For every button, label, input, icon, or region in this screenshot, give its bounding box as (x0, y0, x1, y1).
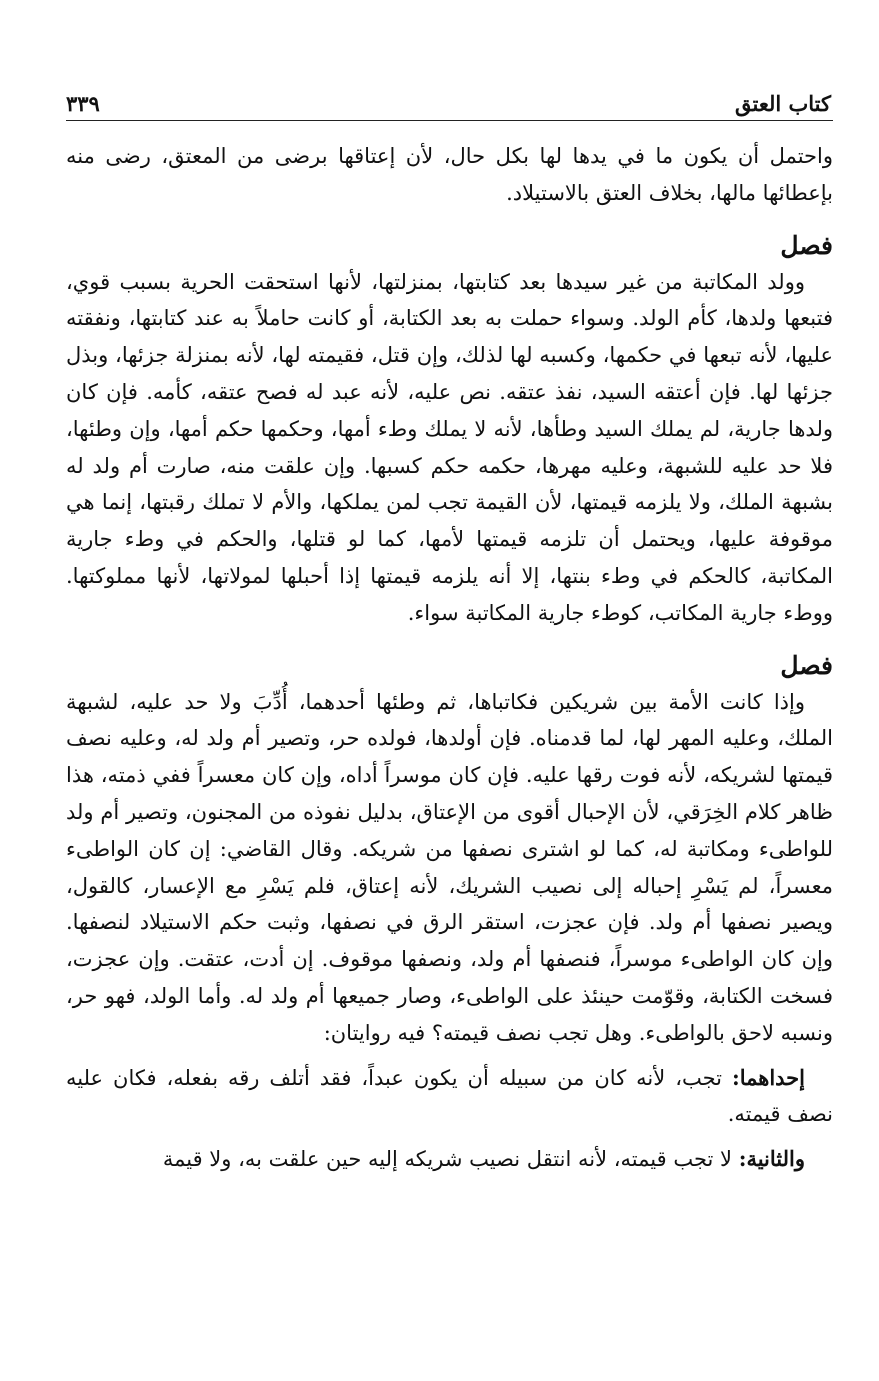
ruling-1-paragraph (66, 1060, 833, 1134)
chapter-title: كتاب العتق (734, 91, 831, 116)
section-heading-1: فصل (780, 230, 833, 260)
section-2-paragraph: وإذا كانت الأمة بين شريكين فكاتباها، ثم وطئها أحدهما، أُدِّبَ ولا حد عليه، لشبهة الملك، وعليه المهر لها، لما قدمناه. فإن أولدها، فولده حر، وتصير أم ولد له، وعليه نصف قيمتها لشريكه، لأنه فوت رقها عليه. فإن كان موسراً أداه، وإن كان معسراً ففي ذمته، هذا ظاهر كلام الخِرَقي، لأن الإحبال أقوى من الإعتاق، بدليل نفوذه من المجنون، وتصير أم ولد للواطىء ومكاتبة له، كما لو اشترى نصفها من شريكه. وقال القاضي: إن كان الواطىء معسراً، لم يَسْرِ إحباله إلى نصيب الشريك، لأنه إعتاق، فلم يَسْرِ مع الإعسار، كالقول، ويصير نصفها أم ولد. فإن عجزت، استقر الرق في نصفها، وثبت حكم الاستيلاد لنصفها. وإن كان الواطىء موسراً، فنصفها أم ولد، ونصفها موقوف. إن أدت، عتقت. وإن عجزت، فسخت الكتابة، وقوّمت حينئذ على الواطىء، وصار جميعها أم ولد له. وأما الولد، فهو حر، ونسبه لاحق بالواطىء. وهل تجب نصف قيمته؟ فيه روايتان: (66, 689, 833, 1045)
ruling-1-text: تجب، لأنه كان من سبيله أن يكون عبداً، فقد أتلف رقه بفعله، فكان عليه نصف قيمته. (66, 1065, 833, 1127)
intro-paragraph: واحتمل أن يكون ما في يدها لها بكل حال، لأن إعتاقها برضى من المعتق، رضى منه بإعطائها مالها، بخلاف العتق بالاستيلاد. (66, 144, 833, 205)
ruling-2-label: والثانية: (738, 1146, 805, 1172)
ruling-2-paragraph (66, 1141, 833, 1178)
page-body (66, 138, 833, 1178)
ruling-1-label: إحداهما: (731, 1064, 805, 1090)
ruling-2-text: لا تجب قيمته، لأنه انتقل نصيب شريكه إليه حين علقت به، ولا قيمة (162, 1147, 739, 1172)
section-heading-2: فصل (780, 650, 833, 680)
running-head (66, 86, 831, 116)
header-rule (66, 120, 833, 121)
section-1-paragraph: وولد المكاتبة من غير سيدها بعد كتابتها، بمنزلتها، لأنها استحقت الحرية بسبب قوي، فتبعها ولدها، كأم الولد. وسواء حملت به بعد الكتابة، أو كانت حاملاً به عند كتابتها، ونفقته عليها، لأنه تبعها في حكمها، وكسبه لها لذلك، وإن قتل، فقيمته لها، لأنه بمنزلة جزئها، وبذل جزئها لها. فإن أعتقه السيد، نفذ عتقه. نص عليه، لأنه عبد له فصح عتقه، كأمه. فإن كان ولدها جارية، لم يملك السيد وطأها، لأنه لا يملك وطء أمها، وحكمها حكم أمها، وإن وطئها، فلا حد عليه للشبهة، وعليه مهرها، حكمه حكم كسبها. وإن علقت منه، صارت أم ولد له بشبهة الملك، ولا يلزمه قيمتها، لأن القيمة تجب لمن يملكها، والأم لا تملك رقبتها، إنما هي موقوفة عليها، ويحتمل أن تلزمه قيمتها لأمها، كما لو قتلها، والحكم في وطء جارية المكاتبة، كالحكم في وطء بنتها، إلا أنه يلزمه قيمتها إذا أحبلها لمولاتها، لأنها مملوكتها. ووطء جارية المكاتب، كوطء جارية المكاتبة سواء. (66, 269, 833, 625)
page-number: ٣٣٩ (66, 91, 100, 116)
